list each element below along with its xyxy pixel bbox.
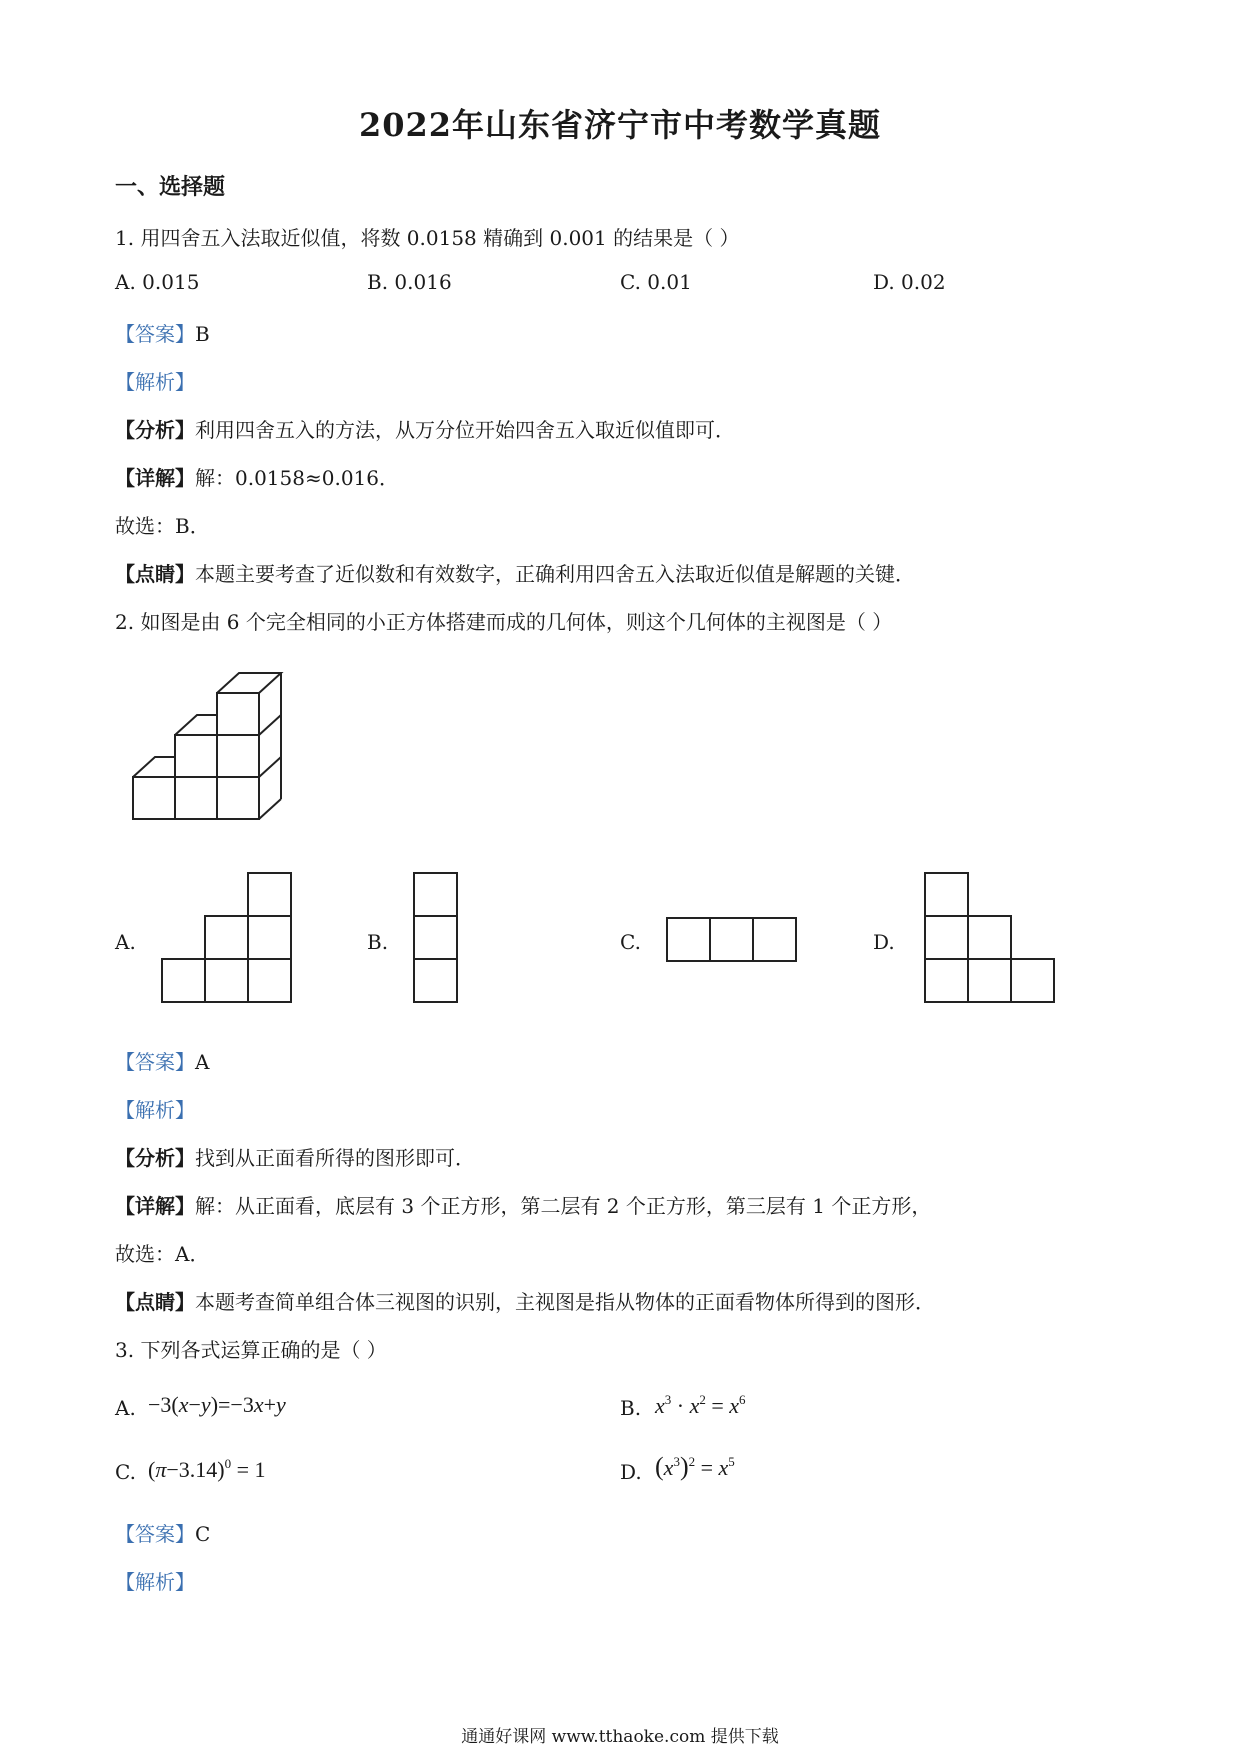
- q1-fenxi: 利用四舍五入的方法，从万分位开始四舍五入取近似值即可．: [195, 418, 735, 442]
- fenxi-tag: 【分析】: [115, 418, 195, 442]
- comment-tag: 【点睛】: [115, 1290, 195, 1314]
- q2-answer: A: [195, 1050, 210, 1074]
- q1-fenxi-row: [115, 414, 735, 443]
- q3-option-b-formula: $x^3 \cdot x^2 = x^6$: [655, 1392, 746, 1418]
- q3-analysis-tag: 【解析】: [115, 1570, 195, 1594]
- section-heading: 一、选择题: [115, 174, 226, 200]
- q1-detail-row: [115, 462, 399, 491]
- q3-option-d-label: D.: [620, 1460, 642, 1484]
- q1-answer-row: [115, 318, 210, 347]
- q3-option-c-formula: $(\pi-3.14)^0 = 1$: [148, 1456, 266, 1482]
- q1-analysis-tag: 【解析】: [115, 370, 195, 394]
- q2-option-d-label: D.: [873, 930, 895, 954]
- q1-stem: 1. 用四舍五入法取近似值，将数 0.0158 精确到 0.001 的结果是（ ）: [115, 226, 740, 250]
- q2-fenxi-row: [115, 1142, 475, 1171]
- q2-option-a-figure: [160, 872, 295, 1007]
- q1-comment: 本题主要考查了近似数和有效数字，正确利用四舍五入法取近似值是解题的关键．: [195, 562, 915, 586]
- detail-tag: 【详解】: [115, 466, 195, 490]
- q1-option-d: D. 0.02: [873, 270, 946, 294]
- q2-option-a-label: A.: [115, 930, 136, 954]
- q2-comment: 本题考查简单组合体三视图的识别，主视图是指从物体的正面看物体所得到的图形．: [195, 1290, 935, 1314]
- q1-answer: B: [195, 322, 210, 346]
- answer-tag: 【答案】: [115, 1050, 195, 1074]
- q3-option-c-label: C.: [115, 1460, 136, 1484]
- q3-option-a-formula: −3(x−y)=−3x+y: [148, 1392, 286, 1417]
- q3-option-b-label: B.: [620, 1396, 642, 1420]
- footer-watermark: 通通好课网 www.tthaoke.com 提供下载: [461, 1727, 779, 1747]
- q2-detail: 解：从正面看，底层有 3 个正方形，第二层有 2 个正方形，第三层有 1 个正方形，: [195, 1194, 932, 1218]
- fenxi-tag: 【分析】: [115, 1146, 195, 1170]
- q3-answer-row: [115, 1518, 210, 1547]
- answer-tag: 【答案】: [115, 322, 195, 346]
- q2-stem: 2. 如图是由 6 个完全相同的小正方体搭建而成的几何体，则这个几何体的主视图是（ ）: [115, 610, 893, 634]
- comment-tag: 【点睛】: [115, 562, 195, 586]
- q2-option-b-label: B.: [367, 930, 389, 954]
- q2-option-c-label: C.: [620, 930, 641, 954]
- q2-detail-row: [115, 1190, 931, 1219]
- q2-analysis-tag: 【解析】: [115, 1098, 195, 1122]
- q2-option-b-figure: [412, 872, 462, 1007]
- q1-option-c: C. 0.01: [620, 270, 692, 294]
- q1-comment-row: [115, 558, 915, 587]
- q2-comment-row: [115, 1286, 935, 1315]
- q3-option-a-label: A.: [115, 1396, 136, 1420]
- q3-stem: 3. 下列各式运算正确的是（ ）: [115, 1338, 387, 1362]
- page-title: 2022年山东省济宁市中考数学真题: [358, 106, 882, 144]
- q2-answer-row: [115, 1046, 209, 1075]
- q1-option-b: B. 0.016: [367, 270, 452, 294]
- q2-option-c-figure: [665, 916, 800, 964]
- q1-detail: 解：0.0158≈0.016．: [195, 466, 399, 490]
- q2-fenxi: 找到从正面看所得的图形即可．: [195, 1146, 475, 1170]
- q3-option-d-formula: $(x^3)^2 = x^5$: [655, 1452, 735, 1481]
- q2-option-d-figure: [923, 872, 1058, 1007]
- q2-choose: 故选：A．: [115, 1242, 210, 1266]
- detail-tag: 【详解】: [115, 1194, 195, 1218]
- q1-choose: 故选：B．: [115, 514, 210, 538]
- answer-tag: 【答案】: [115, 1522, 195, 1546]
- cube-stack-figure: [125, 660, 285, 825]
- q3-answer: C: [195, 1522, 211, 1546]
- q1-option-a: A. 0.015: [115, 270, 200, 294]
